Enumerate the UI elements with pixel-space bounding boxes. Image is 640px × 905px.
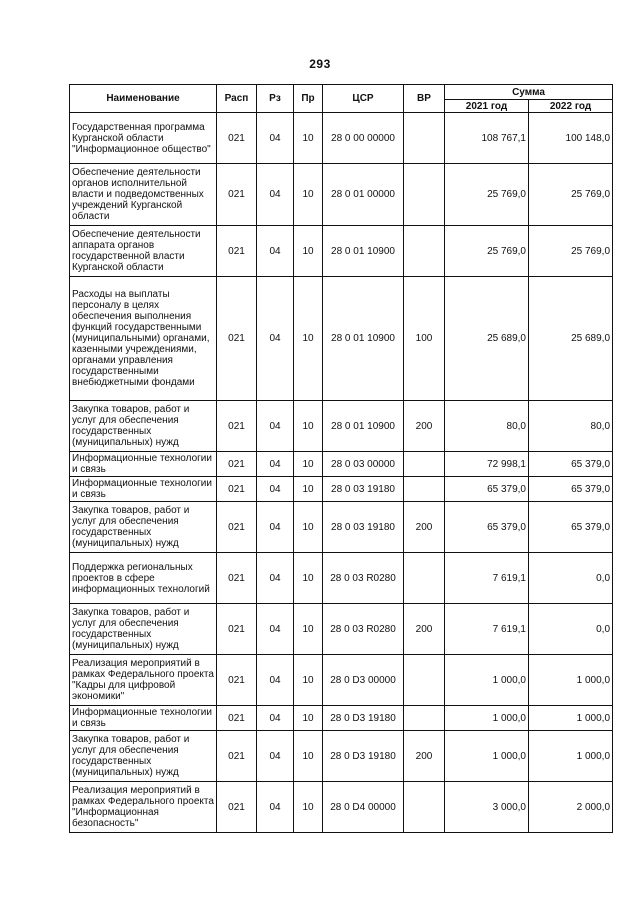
- cell-pr: 10: [294, 782, 323, 833]
- cell-csr: 28 0 D3 19180: [323, 706, 404, 731]
- cell-vr: [404, 226, 445, 277]
- header-year-2022: 2022 год: [529, 100, 613, 113]
- cell-name: Расходы на выплаты персоналу в целях обеспечения выполнения функций государственными (муниципальными) органами, казенными учреждениями, органами управления государственными внебюджетными фондами: [70, 277, 217, 401]
- cell-sum-2021: 108 767,1: [445, 113, 529, 164]
- cell-vr: [404, 113, 445, 164]
- cell-csr: 28 0 D4 00000: [323, 782, 404, 833]
- cell-vr: 100: [404, 277, 445, 401]
- cell-name: Обеспечение деятельности органов исполнительной власти и подведомственных учреждений Курганской области: [70, 164, 217, 226]
- cell-rz: 04: [257, 226, 294, 277]
- cell-csr: 28 0 03 19180: [323, 477, 404, 502]
- cell-name: Реализация мероприятий в рамках Федерального проекта "Информационная безопасность": [70, 782, 217, 833]
- table-row: [70, 452, 613, 477]
- cell-vr: 200: [404, 604, 445, 655]
- cell-pr: 10: [294, 604, 323, 655]
- cell-sum-2021: 3 000,0: [445, 782, 529, 833]
- cell-rz: 04: [257, 277, 294, 401]
- cell-sum-2021: 7 619,1: [445, 553, 529, 604]
- cell-sum-2021: 65 379,0: [445, 477, 529, 502]
- cell-rasp: 021: [217, 553, 257, 604]
- cell-sum-2022: 80,0: [529, 401, 613, 452]
- cell-csr: 28 0 03 R0280: [323, 553, 404, 604]
- cell-rasp: 021: [217, 477, 257, 502]
- table-row: [70, 553, 613, 604]
- cell-rz: 04: [257, 401, 294, 452]
- table-row: [70, 731, 613, 782]
- cell-pr: 10: [294, 477, 323, 502]
- header-csr: ЦСР: [323, 85, 404, 113]
- cell-rasp: 021: [217, 782, 257, 833]
- cell-name: Поддержка региональных проектов в сфере информационных технологий: [70, 553, 217, 604]
- cell-sum-2021: 1 000,0: [445, 706, 529, 731]
- cell-rz: 04: [257, 782, 294, 833]
- header-sum: Сумма: [445, 85, 613, 100]
- table-row: [70, 502, 613, 553]
- cell-sum-2021: 25 689,0: [445, 277, 529, 401]
- cell-sum-2022: 1 000,0: [529, 731, 613, 782]
- cell-sum-2022: 1 000,0: [529, 706, 613, 731]
- header-rz: Рз: [257, 85, 294, 113]
- cell-rz: 04: [257, 604, 294, 655]
- cell-pr: 10: [294, 706, 323, 731]
- cell-name: Реализация мероприятий в рамках Федерального проекта "Кадры для цифровой экономики": [70, 655, 217, 706]
- cell-csr: 28 0 D3 00000: [323, 655, 404, 706]
- cell-sum-2022: 2 000,0: [529, 782, 613, 833]
- cell-name: Государственная программа Курганской области "Информационное общество": [70, 113, 217, 164]
- cell-sum-2022: 0,0: [529, 604, 613, 655]
- table-row: [70, 113, 613, 164]
- cell-vr: [404, 706, 445, 731]
- cell-rz: 04: [257, 164, 294, 226]
- cell-rasp: 021: [217, 604, 257, 655]
- cell-vr: 200: [404, 731, 445, 782]
- cell-sum-2022: 1 000,0: [529, 655, 613, 706]
- cell-sum-2021: 65 379,0: [445, 502, 529, 553]
- cell-rz: 04: [257, 452, 294, 477]
- cell-rasp: 021: [217, 401, 257, 452]
- cell-csr: 28 0 03 19180: [323, 502, 404, 553]
- cell-sum-2022: 25 769,0: [529, 226, 613, 277]
- cell-sum-2022: 0,0: [529, 553, 613, 604]
- table-row: [70, 164, 613, 226]
- table-row: [70, 226, 613, 277]
- cell-csr: 28 0 01 10900: [323, 277, 404, 401]
- table-row: [70, 655, 613, 706]
- cell-sum-2022: 25 689,0: [529, 277, 613, 401]
- table-row: [70, 477, 613, 502]
- cell-vr: [404, 782, 445, 833]
- cell-sum-2022: 65 379,0: [529, 502, 613, 553]
- cell-name: Закупка товаров, работ и услуг для обеспечения государственных (муниципальных) нужд: [70, 502, 217, 553]
- cell-pr: 10: [294, 277, 323, 401]
- table-header-row: [70, 85, 613, 100]
- cell-name: Закупка товаров, работ и услуг для обеспечения государственных (муниципальных) нужд: [70, 604, 217, 655]
- cell-pr: 10: [294, 113, 323, 164]
- cell-csr: 28 0 01 10900: [323, 226, 404, 277]
- budget-table: [69, 84, 613, 833]
- cell-pr: 10: [294, 401, 323, 452]
- cell-rz: 04: [257, 706, 294, 731]
- cell-sum-2021: 1 000,0: [445, 731, 529, 782]
- cell-csr: 28 0 01 10900: [323, 401, 404, 452]
- cell-csr: 28 0 03 00000: [323, 452, 404, 477]
- table-row: [70, 604, 613, 655]
- cell-rasp: 021: [217, 655, 257, 706]
- table-row: [70, 706, 613, 731]
- cell-rz: 04: [257, 553, 294, 604]
- table-row: [70, 277, 613, 401]
- header-name: Наименование: [70, 85, 217, 113]
- cell-rz: 04: [257, 113, 294, 164]
- cell-sum-2022: 25 769,0: [529, 164, 613, 226]
- cell-name: Информационные технологии и связь: [70, 706, 217, 731]
- cell-pr: 10: [294, 655, 323, 706]
- cell-rz: 04: [257, 731, 294, 782]
- table-body: [70, 113, 613, 833]
- cell-pr: 10: [294, 164, 323, 226]
- cell-rasp: 021: [217, 731, 257, 782]
- cell-sum-2021: 25 769,0: [445, 226, 529, 277]
- cell-rasp: 021: [217, 706, 257, 731]
- cell-rz: 04: [257, 502, 294, 553]
- page-number: 293: [309, 57, 331, 71]
- cell-sum-2021: 25 769,0: [445, 164, 529, 226]
- cell-rasp: 021: [217, 113, 257, 164]
- cell-sum-2021: 72 998,1: [445, 452, 529, 477]
- cell-sum-2022: 100 148,0: [529, 113, 613, 164]
- cell-rasp: 021: [217, 452, 257, 477]
- cell-name: Информационные технологии и связь: [70, 477, 217, 502]
- cell-name: Закупка товаров, работ и услуг для обеспечения государственных (муниципальных) нужд: [70, 401, 217, 452]
- cell-vr: [404, 553, 445, 604]
- header-year-2021: 2021 год: [445, 100, 529, 113]
- header-vr: ВР: [404, 85, 445, 113]
- cell-sum-2022: 65 379,0: [529, 477, 613, 502]
- cell-csr: 28 0 D3 19180: [323, 731, 404, 782]
- cell-sum-2021: 80,0: [445, 401, 529, 452]
- cell-vr: 200: [404, 502, 445, 553]
- header-pr: Пр: [294, 85, 323, 113]
- cell-vr: 200: [404, 401, 445, 452]
- cell-vr: [404, 164, 445, 226]
- cell-rasp: 021: [217, 226, 257, 277]
- cell-pr: 10: [294, 553, 323, 604]
- cell-pr: 10: [294, 452, 323, 477]
- cell-pr: 10: [294, 502, 323, 553]
- cell-rasp: 021: [217, 277, 257, 401]
- cell-rasp: 021: [217, 502, 257, 553]
- cell-vr: [404, 477, 445, 502]
- header-rasp: Расп: [217, 85, 257, 113]
- cell-sum-2021: 1 000,0: [445, 655, 529, 706]
- cell-csr: 28 0 00 00000: [323, 113, 404, 164]
- cell-csr: 28 0 01 00000: [323, 164, 404, 226]
- cell-sum-2021: 7 619,1: [445, 604, 529, 655]
- cell-rasp: 021: [217, 164, 257, 226]
- table-row: [70, 782, 613, 833]
- cell-vr: [404, 655, 445, 706]
- cell-name: Закупка товаров, работ и услуг для обеспечения государственных (муниципальных) нужд: [70, 731, 217, 782]
- cell-csr: 28 0 03 R0280: [323, 604, 404, 655]
- cell-name: Обеспечение деятельности аппарата органов государственной власти Курганской области: [70, 226, 217, 277]
- cell-rz: 04: [257, 477, 294, 502]
- cell-sum-2022: 65 379,0: [529, 452, 613, 477]
- cell-name: Информационные технологии и связь: [70, 452, 217, 477]
- cell-rz: 04: [257, 655, 294, 706]
- cell-pr: 10: [294, 226, 323, 277]
- table-row: [70, 401, 613, 452]
- cell-pr: 10: [294, 731, 323, 782]
- cell-vr: [404, 452, 445, 477]
